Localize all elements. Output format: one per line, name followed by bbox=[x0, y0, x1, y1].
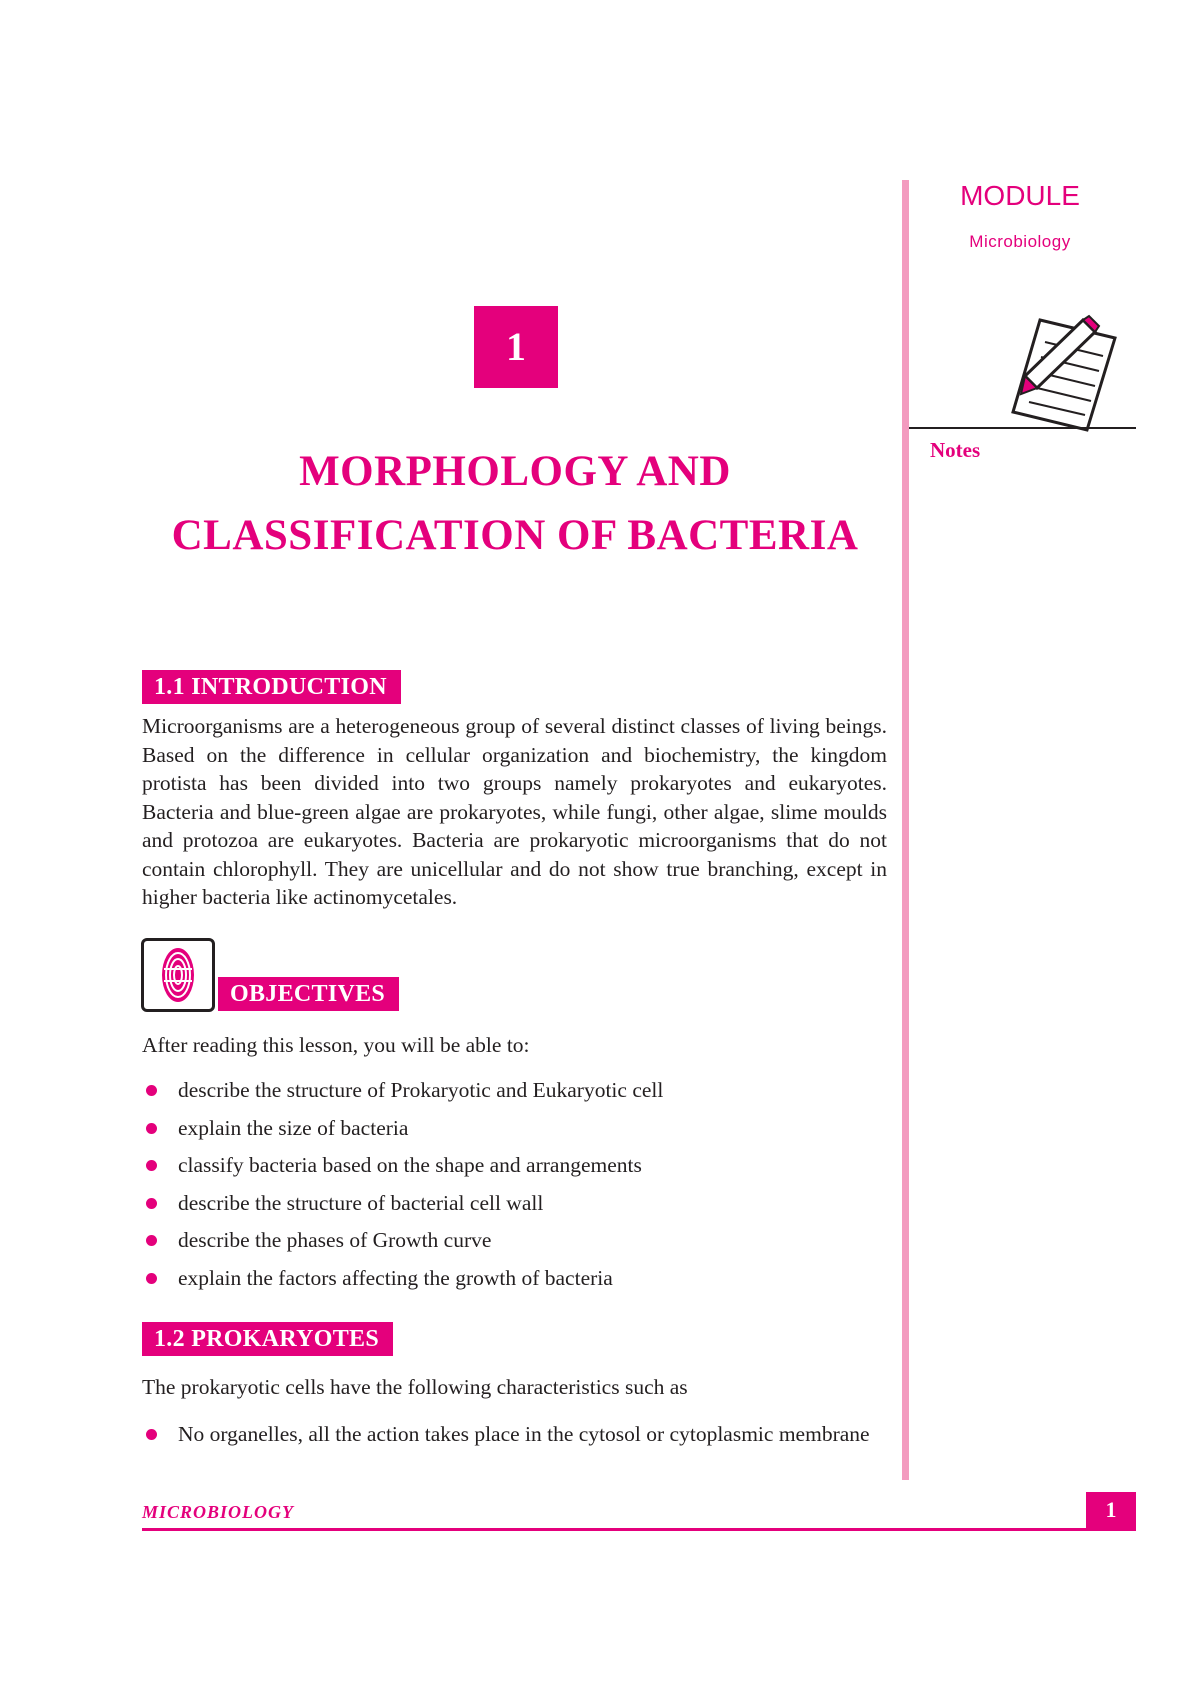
introduction-paragraph: Microorganisms are a heterogeneous group of several distinct classes of living beings. Based on the difference in cellular organization and biochemistry, the kingdom protista has been divided into two groups namely prokaryotes and eukaryotes. Bacteria and blue-green algae are prokaryotes, while fungi, other algae, slime moulds and protozoa are eukaryotes. Bacteria are prokaryotic microorganisms that do not contain chlorophyll. They are unicellular and do not show true branching, except in higher bacteria like actinomycetales. bbox=[142, 714, 887, 909]
notes-label: Notes bbox=[930, 438, 981, 462]
bullet-icon bbox=[146, 1198, 157, 1209]
module-label: MODULE bbox=[960, 180, 1080, 211]
chapter-title bbox=[60, 440, 970, 568]
chapter-title-line-1: MORPHOLOGY AND bbox=[299, 448, 731, 495]
list-item: describe the structure of bacterial cell wall bbox=[142, 1189, 892, 1218]
margin-rule bbox=[902, 180, 909, 1480]
bullet-icon bbox=[146, 1429, 157, 1440]
footer-rule bbox=[142, 1528, 1136, 1531]
objectives-lead: After reading this lesson, you will be able to: bbox=[142, 1033, 530, 1057]
module-subject: Microbiology bbox=[969, 232, 1071, 251]
notes-rule bbox=[909, 427, 1136, 429]
chapter-number: 1 bbox=[474, 306, 558, 388]
objectives-list bbox=[142, 1076, 892, 1292]
page-number: 1 bbox=[1086, 1492, 1136, 1528]
list-item: classify bacteria based on the shape and arrangements bbox=[142, 1151, 892, 1180]
bullet-icon bbox=[146, 1160, 157, 1171]
target-icon bbox=[141, 938, 215, 1012]
section-heading-introduction: 1.1 INTRODUCTION bbox=[142, 670, 401, 704]
bullet-icon bbox=[146, 1273, 157, 1284]
prokaryotes-list bbox=[142, 1420, 887, 1449]
list-item: No organelles, all the action takes place in the cytosol or cytoplasmic membrane bbox=[142, 1420, 887, 1449]
prokaryotes-lead: The prokaryotic cells have the following characteristics such as bbox=[142, 1375, 688, 1399]
list-item: explain the size of bacteria bbox=[142, 1114, 892, 1143]
section-heading-prokaryotes: 1.2 PROKARYOTES bbox=[142, 1322, 393, 1356]
chapter-title-line-2: CLASSIFICATION OF BACTERIA bbox=[171, 512, 859, 559]
bullet-icon bbox=[146, 1123, 157, 1134]
list-item: explain the factors affecting the growth of bacteria bbox=[142, 1264, 892, 1293]
list-item: describe the phases of Growth curve bbox=[142, 1226, 892, 1255]
bullet-icon bbox=[146, 1085, 157, 1096]
list-item: describe the structure of Prokaryotic and Eukaryotic cell bbox=[142, 1076, 892, 1105]
footer-label: MICROBIOLOGY bbox=[142, 1502, 295, 1522]
bullet-icon bbox=[146, 1235, 157, 1246]
section-heading-objectives: OBJECTIVES bbox=[218, 977, 399, 1011]
